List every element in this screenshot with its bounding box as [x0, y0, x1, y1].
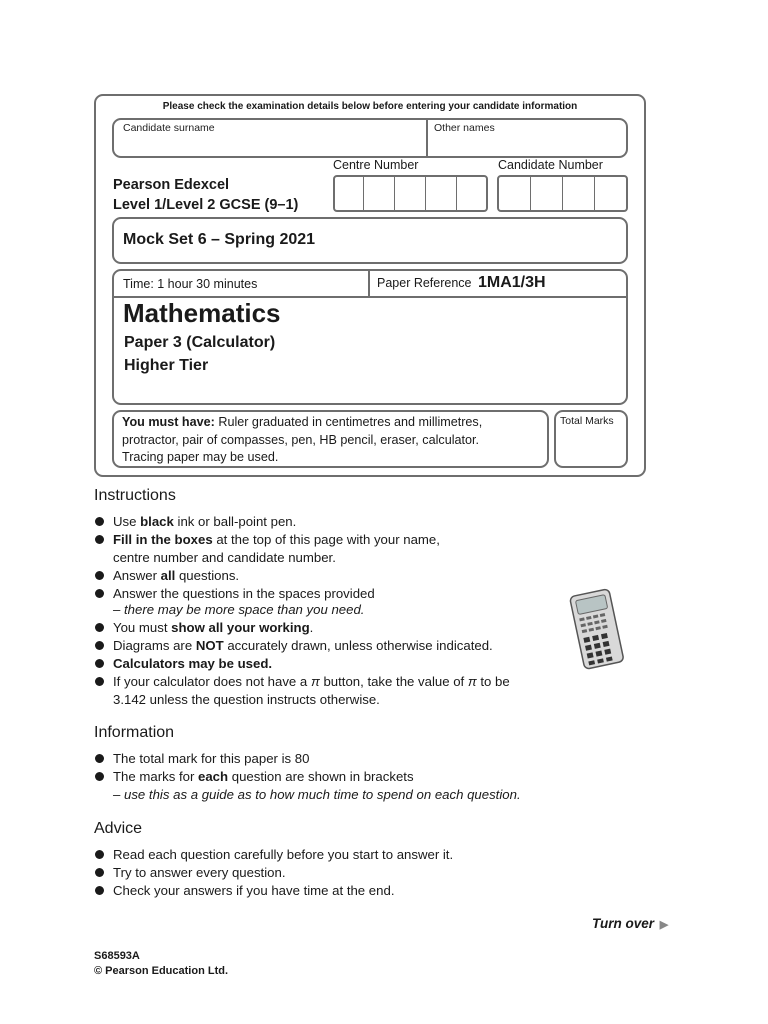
advice-1: Read each question carefully before you start to answer it. — [113, 847, 454, 862]
advice-heading: Advice — [94, 820, 143, 837]
instructions-heading: Instructions — [94, 487, 176, 504]
paper-title: Paper 3 (Calculator) — [124, 334, 276, 351]
instruction-7: Calculators may be used. — [113, 656, 273, 671]
instruction-4: Answer the questions in the spaces provided — [113, 586, 375, 601]
instruction-3: Answer all questions. — [113, 568, 240, 583]
centre-number-boxes[interactable] — [333, 175, 488, 212]
copyright: © Pearson Education Ltd. — [94, 965, 229, 977]
bullet — [95, 517, 104, 526]
information-2-cont: – use this as a guide as to how much time to spend on each question. — [113, 787, 521, 802]
centre-number-label: Centre Number — [333, 158, 419, 172]
bullet — [95, 623, 104, 632]
candidate-number-label: Candidate Number — [498, 158, 603, 172]
turn-over-label: Turn over — [592, 916, 655, 931]
surname-divider — [426, 120, 428, 156]
turn-over — [592, 916, 668, 931]
information-heading: Information — [94, 724, 175, 741]
instruction-1: Use black ink or ball-point pen. — [113, 514, 297, 529]
board-line2: Level 1/Level 2 GCSE (9–1) — [113, 197, 299, 213]
check-notice: Please check the examination details below before entering your candidate information — [162, 101, 578, 112]
bullet — [95, 535, 104, 544]
time-ref-divider — [368, 271, 370, 297]
information-2: The marks for each question are shown in brackets — [113, 769, 414, 784]
mock-set-title: Mock Set 6 – Spring 2021 — [123, 231, 316, 248]
other-names-label: Other names — [434, 122, 495, 134]
must-have-text — [122, 414, 482, 467]
paper-reference-code: 1MA1/3H — [477, 274, 546, 291]
advice-2: Try to answer every question. — [113, 865, 286, 880]
paper-code: S68593A — [94, 950, 140, 962]
paper-reference — [377, 274, 546, 292]
bullet — [95, 589, 104, 598]
must-have-line1: Ruler graduated in centimetres and millimetres, — [218, 415, 483, 429]
bullet — [95, 641, 104, 650]
bullet — [95, 659, 104, 668]
advice-3: Check your answers if you have time at the end. — [113, 883, 395, 898]
instruction-2-cont: centre number and candidate number. — [113, 550, 336, 565]
candidate-surname-label: Candidate surname — [123, 122, 215, 134]
bullet — [95, 868, 104, 877]
instruction-5: You must show all your working. — [113, 620, 314, 635]
candidate-number-boxes[interactable] — [497, 175, 628, 212]
bullet — [95, 754, 104, 763]
instruction-8-cont: 3.142 unless the question instructs otherwise. — [113, 692, 380, 707]
board-line1: Pearson Edexcel — [113, 177, 230, 193]
bullet — [95, 571, 104, 580]
information-1: The total mark for this paper is 80 — [113, 751, 310, 766]
instruction-4-cont: – there may be more space than you need. — [113, 602, 365, 617]
instruction-6: Diagrams are NOT accurately drawn, unless otherwise indicated. — [113, 638, 493, 653]
calculator-icon — [567, 588, 627, 673]
paper-reference-label: Paper Reference — [377, 276, 472, 290]
instruction-2: Fill in the boxes at the top of this page with your name, — [113, 532, 440, 547]
must-have-line2: protractor, pair of compasses, pen, HB pencil, eraser, calculator. — [122, 432, 479, 447]
bullet — [95, 677, 104, 686]
bullet — [95, 850, 104, 859]
bullet — [95, 886, 104, 895]
subject-title: Mathematics — [123, 298, 281, 328]
time-allowed: Time: 1 hour 30 minutes — [123, 277, 258, 291]
tier-title: Higher Tier — [124, 357, 209, 374]
bullet — [95, 772, 104, 781]
must-have-line3: Tracing paper may be used. — [122, 450, 279, 464]
instruction-8: If your calculator does not have a π button, take the value of π to be — [113, 674, 510, 689]
turn-over-arrow-icon: ▶ — [659, 919, 669, 931]
total-marks-label: Total Marks — [560, 415, 614, 427]
must-have-bold: You must have: — [122, 415, 215, 429]
